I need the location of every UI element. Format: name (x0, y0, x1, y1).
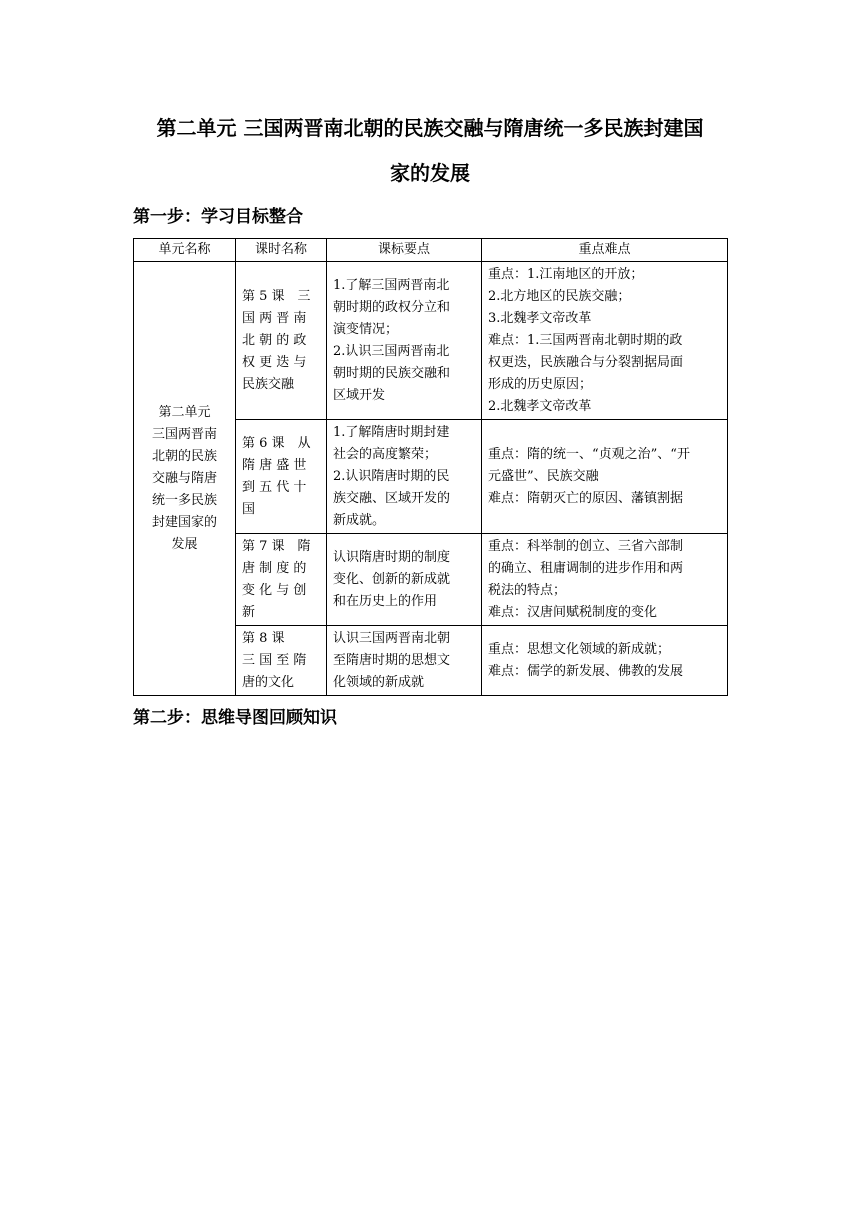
key-point-line: 重点：科举制的创立、三省六部制 (488, 538, 684, 554)
requirement-line: 族交融、区域开发的 (333, 490, 451, 506)
key-point-line: 2.北方地区的民族交融； (488, 288, 631, 304)
lesson-name-cell (236, 626, 327, 696)
page-title-line-1: 第二单元 三国两晋南北朝的民族交融与隋唐统一多民族封建国 (156, 116, 704, 140)
key-point-line: 难点：1.三国两晋南北朝时期的政 (488, 332, 683, 348)
learning-goals-table (133, 238, 728, 696)
unit-name-line: 三国两晋南 (151, 426, 217, 442)
key-point-line: 2.北魏孝文帝改革 (488, 398, 592, 414)
curriculum-points-cell (327, 534, 482, 626)
requirement-line: 1.了解隋唐时期封建 (333, 424, 450, 440)
unit-name-line: 交融与隋唐 (151, 470, 217, 486)
requirement-line: 变化、创新的新成就 (333, 571, 451, 587)
lesson-name-cell (236, 420, 327, 534)
curriculum-points-cell (327, 626, 482, 696)
header-key-difficult-points: 重点难点 (482, 239, 728, 262)
requirement-line: 化领域的新成就 (333, 674, 425, 690)
requirement-line: 朝时期的民族交融和 (333, 365, 451, 381)
key-points-cell (482, 262, 728, 420)
requirement-line: 演变情况； (333, 321, 399, 337)
lesson-line: 到 五 代 十 (242, 479, 307, 495)
requirement-line: 2.认识三国两晋南北 (333, 343, 450, 359)
key-point-line: 难点：汉唐间赋税制度的变化 (488, 604, 658, 620)
lesson-name-cell (236, 262, 327, 420)
page-title-line-2: 家的发展 (390, 161, 470, 185)
key-point-line: 难点：儒学的新发展、佛教的发展 (488, 663, 684, 679)
requirement-line: 区域开发 (333, 387, 386, 403)
requirement-line: 新成就。 (333, 512, 386, 528)
lesson-line: 北 朝 的 政 (242, 332, 307, 348)
lesson-line: 隋 唐 盛 世 (242, 457, 307, 473)
key-point-line: 税法的特点； (488, 582, 567, 598)
step-1-heading: 第一步：学习目标整合 (133, 207, 303, 227)
header-unit-name: 单元名称 (134, 239, 236, 262)
lesson-line: 唐 制 度 的 (242, 560, 307, 576)
lesson-line: 民族交融 (242, 376, 295, 392)
key-points-cell (482, 626, 728, 696)
lesson-line: 第 5 课 三 (242, 288, 311, 304)
lesson-line: 变 化 与 创 (242, 582, 307, 598)
table-row (134, 262, 728, 420)
requirement-line: 2.认识隋唐时期的民 (333, 468, 450, 484)
header-lesson-name: 课时名称 (236, 239, 327, 262)
curriculum-points-cell (327, 262, 482, 420)
lesson-line: 三 国 至 隋 (242, 652, 307, 668)
key-point-line: 重点：思想文化领域的新成就； (488, 641, 671, 657)
lesson-line: 国 (242, 501, 256, 517)
unit-name-cell (134, 262, 236, 696)
curriculum-points-cell (327, 420, 482, 534)
unit-name-line: 统一多民族 (151, 492, 217, 508)
header-curriculum-points: 课标要点 (327, 239, 482, 262)
requirement-line: 朝时期的政权分立和 (333, 299, 451, 315)
lesson-line: 权 更 迭 与 (242, 354, 307, 370)
table-header-row (134, 239, 728, 262)
lesson-line: 新 (242, 604, 256, 620)
requirement-line: 社会的高度繁荣； (333, 446, 438, 462)
lesson-line: 国 两 晋 南 (242, 310, 307, 326)
key-point-line: 3.北魏孝文帝改革 (488, 310, 592, 326)
step-2-heading: 第二步：思维导图回顾知识 (133, 708, 337, 728)
key-point-line: 元盛世”、民族交融 (488, 468, 599, 484)
key-points-cell (482, 420, 728, 534)
requirement-line: 至隋唐时期的思想文 (333, 652, 451, 668)
requirement-line: 认识隋唐时期的制度 (333, 549, 451, 565)
key-point-line: 权更迭，民族融合与分裂割据局面 (488, 354, 684, 370)
key-point-line: 重点：隋的统一、“贞观之治”、“开 (488, 446, 690, 462)
key-point-line: 的确立、租庸调制的进步作用和两 (488, 560, 684, 576)
requirement-line: 认识三国两晋南北朝 (333, 630, 451, 646)
lesson-line: 第 8 课 (242, 630, 285, 646)
key-point-line: 重点：1.江南地区的开放； (488, 266, 644, 282)
unit-name-line: 第二单元 (158, 404, 211, 420)
lesson-line: 第 6 课 从 (242, 435, 311, 451)
key-points-cell (482, 534, 728, 626)
lesson-line: 第 7 课 隋 (242, 538, 311, 554)
requirement-line: 和在历史上的作用 (333, 593, 438, 609)
unit-name-line: 封建国家的 (151, 514, 217, 530)
requirement-line: 1.了解三国两晋南北 (333, 277, 450, 293)
lesson-name-cell (236, 534, 327, 626)
lesson-line: 唐的文化 (242, 674, 295, 690)
unit-name-line: 发展 (171, 536, 198, 552)
key-point-line: 难点：隋朝灭亡的原因、藩镇割据 (488, 490, 684, 506)
key-point-line: 形成的历史原因； (488, 376, 593, 392)
unit-name-line: 北朝的民族 (151, 448, 217, 464)
